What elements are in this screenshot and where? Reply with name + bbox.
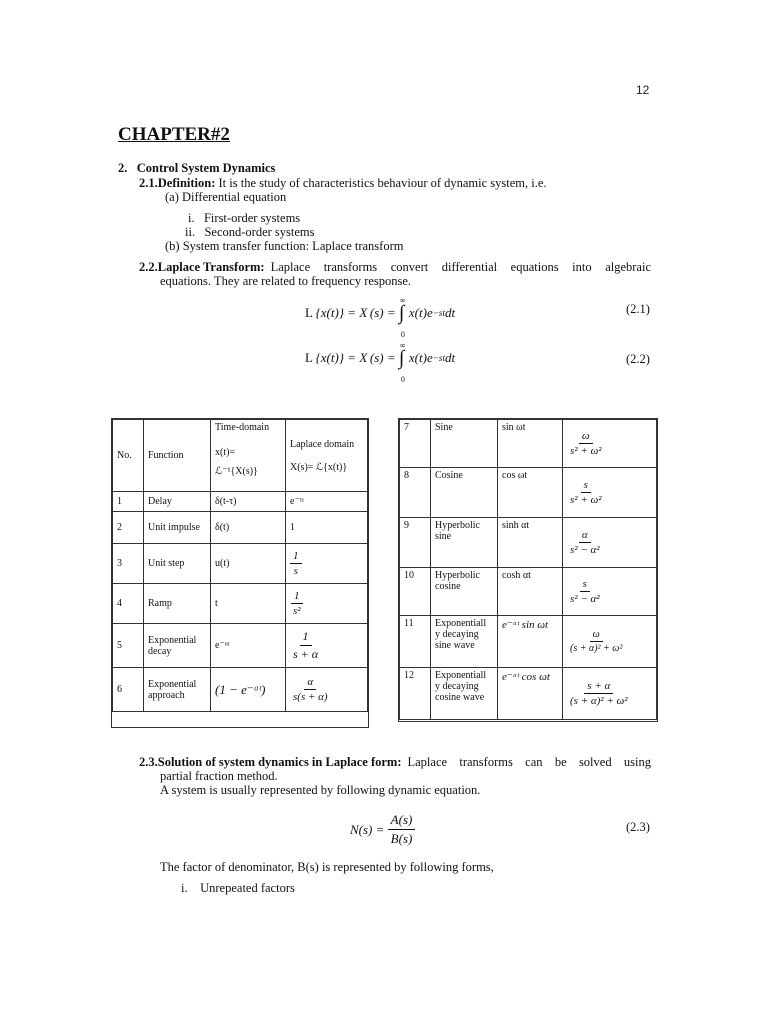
sub-i-text: First-order systems — [203, 211, 301, 225]
frac-num: 1 — [300, 629, 312, 646]
row-function: Hyperbolic cosine — [431, 568, 498, 616]
row-function: Ramp — [144, 584, 211, 624]
row-no: 3 — [113, 544, 144, 584]
row-time: e⁻ᵅᵗ sin ωt — [498, 616, 563, 668]
solution-text-2: partial fraction method. — [160, 769, 278, 783]
factor-text: The factor of denominator, B(s) is represented by following forms, — [160, 860, 494, 874]
sub-ii-text: Second-order systems — [204, 225, 315, 239]
frac-den: s² — [293, 605, 301, 617]
definition-text: It is the study of characteristics behaviour of dynamic system, i.e. — [218, 176, 547, 190]
definition-number: 2.1. — [139, 176, 158, 190]
row-laplace — [563, 568, 657, 616]
row-laplace — [286, 584, 368, 624]
list-i-text: Unrepeated factors — [200, 881, 295, 895]
row-function: Exponentiall y decaying sine wave — [431, 616, 498, 668]
row-laplace — [563, 518, 657, 568]
row-time: u(t) — [211, 544, 286, 584]
frac-num: α — [304, 676, 316, 690]
row-function: Exponential approach — [144, 668, 211, 712]
table-left-header — [113, 420, 368, 492]
laplace-line-1 — [139, 260, 651, 274]
frac-num: s — [580, 578, 590, 592]
row-time: (1 − e⁻ᵅᵗ) — [211, 668, 286, 712]
laplace-text-1: Laplace transforms convert differential equations into algebraic — [270, 260, 651, 274]
chapter-title: CHAPTER#2 — [118, 124, 230, 145]
row-function: Exponential decay — [144, 624, 211, 668]
definition-line — [139, 176, 547, 190]
frac-den: s² + ω² — [570, 445, 602, 457]
frac-num: α — [579, 529, 591, 543]
table-row — [400, 468, 657, 518]
row-function: Hyperbolic sine — [431, 518, 498, 568]
header-function: Function — [144, 420, 211, 492]
row-time: t — [211, 584, 286, 624]
row-no: 5 — [113, 624, 144, 668]
row-time: cosh αt — [498, 568, 563, 616]
header-laplace-1: Laplace domain — [290, 438, 355, 450]
row-no: 2 — [113, 512, 144, 544]
row-no: 4 — [113, 584, 144, 624]
sub-ii-marker: ii. — [185, 225, 196, 239]
equation-number-2-2: (2.2) — [626, 352, 650, 366]
row-laplace — [286, 624, 368, 668]
section-number: 2. — [118, 161, 128, 175]
row-function: Unit step — [144, 544, 211, 584]
row-no: 6 — [113, 668, 144, 712]
laplace-number: 2.2. — [139, 260, 158, 274]
laplace-table-left — [111, 418, 369, 728]
row-time: sinh αt — [498, 518, 563, 568]
row-laplace — [286, 668, 368, 712]
frac-num: s + α — [584, 680, 613, 694]
table-row — [113, 668, 368, 712]
equation-number-2-1: (2.1) — [626, 302, 650, 316]
header-no: No. — [113, 420, 144, 492]
frac-den: s — [293, 565, 298, 577]
table-row — [113, 544, 368, 584]
definition-sub-i — [188, 211, 300, 225]
header-time-2: x(t)= — [215, 447, 236, 458]
section-heading — [118, 161, 275, 175]
row-function: Exponentiall y decaying cosine wave — [431, 668, 498, 720]
row-no: 7 — [400, 420, 431, 468]
header-time-domain — [211, 420, 286, 492]
frac-den: s² − α² — [570, 593, 600, 605]
row-laplace: e⁻ᵗˢ — [286, 492, 368, 512]
row-no: 8 — [400, 468, 431, 518]
integral-upper-1: ∞ — [399, 296, 406, 305]
integral-upper-2: ∞ — [399, 341, 406, 350]
equation-2-3 — [350, 812, 415, 847]
frac-num: ω — [590, 629, 603, 642]
frac-den: s + α — [293, 647, 319, 661]
table-row — [400, 616, 657, 668]
integral-lower-1: 0 — [400, 330, 405, 339]
header-time-1: Time-domain — [215, 422, 270, 433]
row-function: Cosine — [431, 468, 498, 518]
page-number: 12 — [636, 83, 650, 97]
table-row — [400, 668, 657, 720]
frac-num: ω — [579, 430, 593, 444]
row-laplace — [563, 668, 657, 720]
row-laplace — [563, 468, 657, 518]
header-laplace-2: X(s)= ℒ{x(t)} — [290, 461, 348, 473]
table-row — [400, 518, 657, 568]
list-i-marker: i. — [181, 881, 188, 895]
header-laplace-domain — [286, 420, 368, 492]
definition-sub-ii — [185, 225, 315, 239]
table-row — [113, 512, 368, 544]
row-function: Sine — [431, 420, 498, 468]
table-row — [113, 492, 368, 512]
equation-number-2-3: (2.3) — [626, 820, 650, 834]
eq-denominator: B(s) — [390, 831, 413, 846]
sub-i-marker: i. — [188, 211, 195, 225]
frac-den: s(s + α) — [293, 691, 328, 703]
frac-den: (s + α)² + ω² — [570, 695, 628, 707]
solution-line-1 — [139, 755, 651, 769]
laplace-text-2: equations. They are related to frequency response. — [160, 274, 412, 288]
row-no: 9 — [400, 518, 431, 568]
definition-item-b: (b) System transfer function: Laplace transform — [165, 239, 404, 253]
section-title: Control System Dynamics — [136, 161, 276, 175]
equation-2-2: L { x ( t )} = X ( s ) = ∫ ∞ 0 x ( t ) e −st dt — [305, 341, 455, 375]
row-time: δ(t) — [211, 512, 286, 544]
row-time: δ(t-τ) — [211, 492, 286, 512]
row-function: Delay — [144, 492, 211, 512]
row-no: 10 — [400, 568, 431, 616]
eq-lhs: N(s) = — [350, 821, 385, 837]
frac-num: s — [581, 479, 591, 493]
table-row — [400, 568, 657, 616]
row-no: 12 — [400, 668, 431, 720]
solution-label: Solution of system dynamics in Laplace form: — [157, 755, 402, 769]
row-laplace: 1 — [286, 512, 368, 544]
solution-text-1: Laplace transforms can be solved using — [407, 755, 651, 769]
frac-den: (s + α)² + ω² — [570, 643, 623, 654]
solution-heading — [139, 755, 402, 769]
row-time: cos ωt — [498, 468, 563, 518]
laplace-label: Laplace Transform: — [157, 260, 265, 274]
row-laplace — [563, 616, 657, 668]
frac-den: s² − α² — [570, 544, 600, 556]
solution-number: 2.3. — [139, 755, 158, 769]
definition-item-a: (a) Differential equation — [165, 190, 287, 204]
integral-lower-2: 0 — [400, 375, 405, 384]
frac-num: 1 — [291, 590, 303, 604]
definition-label: Definition: — [157, 176, 216, 190]
frac-den: s² + ω² — [570, 494, 602, 506]
header-time-3: ℒ⁻¹{X(s)} — [215, 466, 258, 477]
table-row — [113, 584, 368, 624]
row-no: 1 — [113, 492, 144, 512]
row-time: e⁻ᵅᵗ cos ωt — [498, 668, 563, 720]
eq-numerator: A(s) — [388, 812, 416, 830]
solution-text-3: A system is usually represented by following dynamic equation. — [160, 783, 481, 797]
row-no: 11 — [400, 616, 431, 668]
row-laplace — [563, 420, 657, 468]
row-time: e⁻ᵅᵗ — [211, 624, 286, 668]
row-time: sin ωt — [498, 420, 563, 468]
table-row — [113, 624, 368, 668]
row-function: Unit impulse — [144, 512, 211, 544]
table-row — [400, 420, 657, 468]
row-laplace — [286, 544, 368, 584]
list-item-i — [181, 881, 295, 895]
laplace-table-right — [398, 418, 658, 722]
equation-2-1: L { x ( t )} = X ( s ) = ∫ ∞ 0 x ( t ) e −st dt — [305, 296, 455, 330]
laplace-heading — [139, 260, 265, 274]
frac-num: 1 — [290, 550, 302, 564]
